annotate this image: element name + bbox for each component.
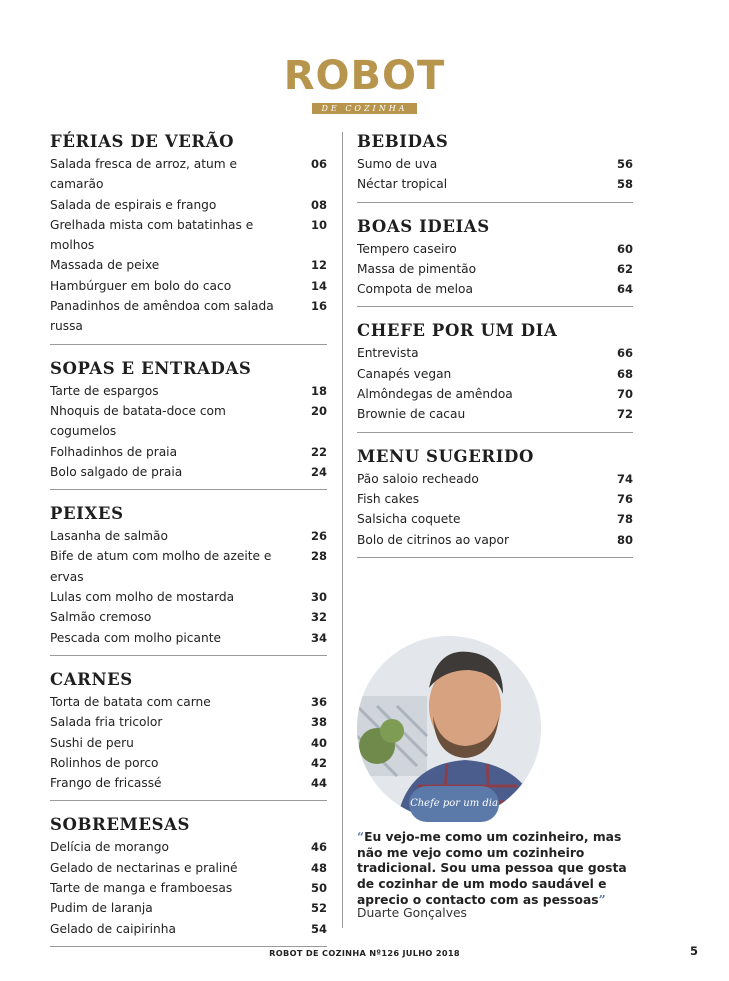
section-heading: PEIXES bbox=[50, 504, 124, 524]
section-gap bbox=[50, 656, 327, 666]
entry-page-number: 06 bbox=[310, 157, 327, 171]
entry-title: Tarte de espargos bbox=[50, 383, 159, 398]
entry-page-number: 18 bbox=[310, 383, 327, 398]
entry-page-number: 60 bbox=[616, 241, 633, 256]
chef-quote bbox=[357, 829, 627, 909]
toc-entry[interactable] bbox=[357, 259, 633, 279]
entry-title: Gelado de caipirinha bbox=[50, 921, 176, 936]
entry-title: Salsicha coquete bbox=[357, 512, 461, 527]
toc-section bbox=[50, 128, 327, 345]
toc-entry[interactable] bbox=[357, 489, 633, 509]
toc-entry[interactable] bbox=[50, 837, 327, 857]
entry-title: Bolo de citrinos ao vapor bbox=[357, 532, 509, 547]
entry-title: Torta de batata com carne bbox=[50, 694, 211, 709]
toc-entry[interactable] bbox=[50, 296, 327, 337]
entry-page-number: 38 bbox=[310, 715, 327, 730]
entry-page-number: 46 bbox=[310, 840, 327, 855]
entry-page-number: 56 bbox=[616, 157, 633, 171]
toc-section bbox=[50, 666, 327, 801]
entry-page-number: 16 bbox=[310, 299, 327, 314]
entry-title: Massa de pimentão bbox=[357, 261, 477, 276]
toc-entry[interactable] bbox=[357, 509, 633, 529]
toc-entry[interactable] bbox=[50, 154, 327, 195]
toc-section bbox=[357, 128, 633, 203]
toc-entry[interactable] bbox=[357, 384, 633, 404]
entry-title: Salada fresca de arroz, atum e camarão bbox=[50, 157, 237, 192]
entry-page-number: 42 bbox=[310, 755, 327, 770]
entry-title: Salada fria tricolor bbox=[50, 715, 163, 730]
entry-title: Pescada com molho picante bbox=[50, 630, 221, 645]
section-heading: BEBIDAS bbox=[357, 132, 449, 151]
section-heading: BOAS IDEIAS bbox=[357, 216, 490, 236]
toc-entry[interactable] bbox=[50, 587, 327, 607]
entry-title: Almôndegas de amêndoa bbox=[357, 387, 513, 402]
entry-page-number: 54 bbox=[310, 921, 327, 936]
entry-title: Gelado de nectarinas e praliné bbox=[50, 860, 238, 875]
section-gap bbox=[50, 801, 327, 811]
entry-page-number: 10 bbox=[310, 217, 327, 232]
toc-entry[interactable] bbox=[50, 381, 327, 401]
entry-title: Pão saloio recheado bbox=[357, 471, 479, 486]
entry-page-number: 68 bbox=[616, 366, 633, 381]
logo-wordmark: ROBOT bbox=[283, 53, 446, 99]
entry-page-number: 28 bbox=[310, 549, 327, 564]
entry-title: Delícia de morango bbox=[50, 840, 169, 855]
entry-title: Fish cakes bbox=[357, 491, 420, 506]
entry-page-number: 66 bbox=[616, 346, 633, 361]
entry-page-number: 32 bbox=[310, 610, 327, 625]
entry-title: Rolinhos de porco bbox=[50, 755, 159, 770]
toc-section bbox=[50, 811, 327, 946]
entry-page-number: 26 bbox=[310, 529, 327, 544]
page-footer: ROBOT DE COZINHA Nº126 JULHO 2018 bbox=[269, 948, 460, 958]
toc-entry[interactable] bbox=[357, 404, 633, 424]
toc-entry[interactable] bbox=[50, 462, 327, 482]
entry-page-number: 20 bbox=[310, 403, 327, 418]
entry-page-number: 34 bbox=[310, 630, 327, 645]
toc-section bbox=[50, 500, 327, 656]
entry-title: Pudim de laranja bbox=[50, 901, 153, 916]
toc-entry[interactable] bbox=[50, 546, 327, 587]
section-bottom-padding bbox=[50, 793, 327, 800]
toc-entry[interactable] bbox=[50, 276, 327, 296]
entry-title: Compota de meloa bbox=[357, 282, 473, 297]
entry-title: Lasanha de salmão bbox=[50, 529, 168, 544]
entry-title: Bolo salgado de praia bbox=[50, 464, 183, 479]
toc-entry[interactable] bbox=[357, 364, 633, 384]
section-bottom-padding bbox=[50, 482, 327, 489]
section-heading: CHEFE POR UM DIA bbox=[357, 321, 558, 341]
entry-title: Salada de espirais e frango bbox=[50, 197, 217, 212]
section-gap bbox=[357, 433, 633, 443]
section-gap bbox=[357, 203, 633, 213]
toc-entry[interactable] bbox=[357, 343, 633, 363]
entry-title: Hambúrguer em bolo do caco bbox=[50, 278, 232, 293]
section-bottom-padding bbox=[357, 550, 633, 557]
toc-entry[interactable] bbox=[50, 526, 327, 546]
entry-page-number: 62 bbox=[616, 261, 633, 276]
toc-entry[interactable] bbox=[50, 878, 327, 898]
toc-entry[interactable] bbox=[50, 858, 327, 878]
section-bottom-padding bbox=[50, 337, 327, 344]
entry-title: Tempero caseiro bbox=[357, 241, 457, 256]
magazine-logo bbox=[0, 53, 729, 115]
section-heading: CARNES bbox=[50, 669, 133, 689]
toc-section bbox=[50, 355, 327, 490]
toc-entry[interactable] bbox=[50, 733, 327, 753]
toc-entry[interactable] bbox=[50, 401, 327, 442]
open-quote-icon: “ bbox=[357, 829, 365, 844]
section-heading: SOBREMESAS bbox=[50, 815, 190, 835]
toc-entry[interactable] bbox=[50, 773, 327, 793]
chef-name: Duarte Gonçalves bbox=[357, 906, 467, 920]
chef-badge: Chefe por um dia bbox=[409, 786, 499, 822]
entry-title: Brownie de cacau bbox=[357, 407, 466, 422]
section-gap bbox=[50, 345, 327, 355]
toc-section bbox=[357, 213, 633, 308]
toc-entry[interactable] bbox=[50, 215, 327, 256]
chef-quote-text: Eu vejo-me como um cozinheiro, mas não me vejo como um cozinheiro tradicional. Sou uma pessoa que gosta de cozinhar de um modo saudável e aprecio o contacto com as pessoas bbox=[357, 830, 627, 908]
entry-page-number: 72 bbox=[616, 407, 633, 422]
entry-title: Frango de fricassé bbox=[50, 776, 162, 791]
entry-page-number: 58 bbox=[616, 177, 633, 192]
entry-title: Panadinhos de amêndoa com salada russa bbox=[50, 299, 274, 334]
entry-title: Nhoquis de batata-doce com cogumelos bbox=[50, 403, 226, 439]
toc-entry[interactable] bbox=[50, 607, 327, 627]
toc-entry[interactable] bbox=[50, 919, 327, 939]
column-divider bbox=[342, 132, 343, 928]
entry-title: Néctar tropical bbox=[357, 177, 448, 192]
toc-entry[interactable] bbox=[357, 174, 633, 194]
close-quote-icon: ” bbox=[598, 892, 606, 908]
toc-entry[interactable] bbox=[357, 279, 633, 299]
toc-entry[interactable] bbox=[50, 628, 327, 648]
entry-page-number: 78 bbox=[616, 512, 633, 527]
section-heading: MENU SUGERIDO bbox=[357, 446, 534, 466]
entry-page-number: 50 bbox=[310, 881, 327, 896]
entry-page-number: 30 bbox=[310, 590, 327, 605]
entry-title: Sumo de uva bbox=[357, 157, 438, 171]
entry-title: Sushi de peru bbox=[50, 735, 134, 750]
entry-page-number: 14 bbox=[310, 278, 327, 293]
entry-page-number: 70 bbox=[616, 387, 633, 402]
entry-page-number: 22 bbox=[310, 444, 327, 459]
entry-page-number: 52 bbox=[310, 901, 327, 916]
entry-page-number: 74 bbox=[616, 471, 633, 486]
section-heading: SOPAS E ENTRADAS bbox=[50, 358, 252, 378]
entry-page-number: 08 bbox=[310, 197, 327, 212]
toc-section bbox=[357, 317, 633, 432]
toc-entry[interactable] bbox=[357, 239, 633, 259]
section-bottom-padding bbox=[50, 939, 327, 946]
toc-entry[interactable] bbox=[357, 530, 633, 550]
entry-page-number: 36 bbox=[310, 694, 327, 709]
toc-entry[interactable] bbox=[50, 712, 327, 732]
entry-page-number: 76 bbox=[616, 491, 633, 506]
toc-entry[interactable] bbox=[50, 255, 327, 275]
toc-entry[interactable] bbox=[357, 154, 633, 174]
toc-entry[interactable] bbox=[50, 753, 327, 773]
page-number: 5 bbox=[690, 944, 699, 958]
entry-page-number: 80 bbox=[616, 532, 633, 547]
entry-title: Bife de atum com molho de azeite e ervas bbox=[50, 549, 272, 584]
toc-entry[interactable] bbox=[357, 469, 633, 489]
entry-title: Grelhada mista com batatinhas e molhos bbox=[50, 217, 254, 253]
toc-entry[interactable] bbox=[50, 442, 327, 462]
toc-entry[interactable] bbox=[50, 195, 327, 215]
section-gap bbox=[357, 307, 633, 317]
section-bottom-padding bbox=[50, 648, 327, 655]
entry-title: Salmão cremoso bbox=[50, 610, 152, 625]
logo-subtitle: DE COZINHA bbox=[312, 103, 418, 114]
entry-title: Tarte de manga e framboesas bbox=[50, 881, 233, 896]
entry-title: Canapés vegan bbox=[357, 366, 452, 381]
entry-page-number: 24 bbox=[310, 464, 327, 479]
entry-title: Entrevista bbox=[357, 346, 419, 361]
toc-left-column bbox=[50, 128, 327, 947]
toc-section bbox=[357, 443, 633, 558]
section-bottom-padding bbox=[357, 195, 633, 202]
entry-title: Lulas com molho de mostarda bbox=[50, 590, 235, 605]
entry-page-number: 44 bbox=[310, 776, 327, 791]
entry-title: Massada de peixe bbox=[50, 258, 160, 273]
entry-page-number: 40 bbox=[310, 735, 327, 750]
toc-entry[interactable] bbox=[50, 692, 327, 712]
section-gap bbox=[50, 490, 327, 500]
entry-page-number: 64 bbox=[616, 282, 633, 297]
section-bottom-padding bbox=[357, 299, 633, 306]
section-heading: FÉRIAS DE VERÃO bbox=[50, 132, 235, 151]
entry-page-number: 48 bbox=[310, 860, 327, 875]
toc-right-column bbox=[357, 128, 633, 558]
entry-page-number: 12 bbox=[310, 258, 327, 273]
toc-entry[interactable] bbox=[50, 898, 327, 918]
entry-title: Folhadinhos de praia bbox=[50, 444, 178, 459]
section-bottom-padding bbox=[357, 425, 633, 432]
